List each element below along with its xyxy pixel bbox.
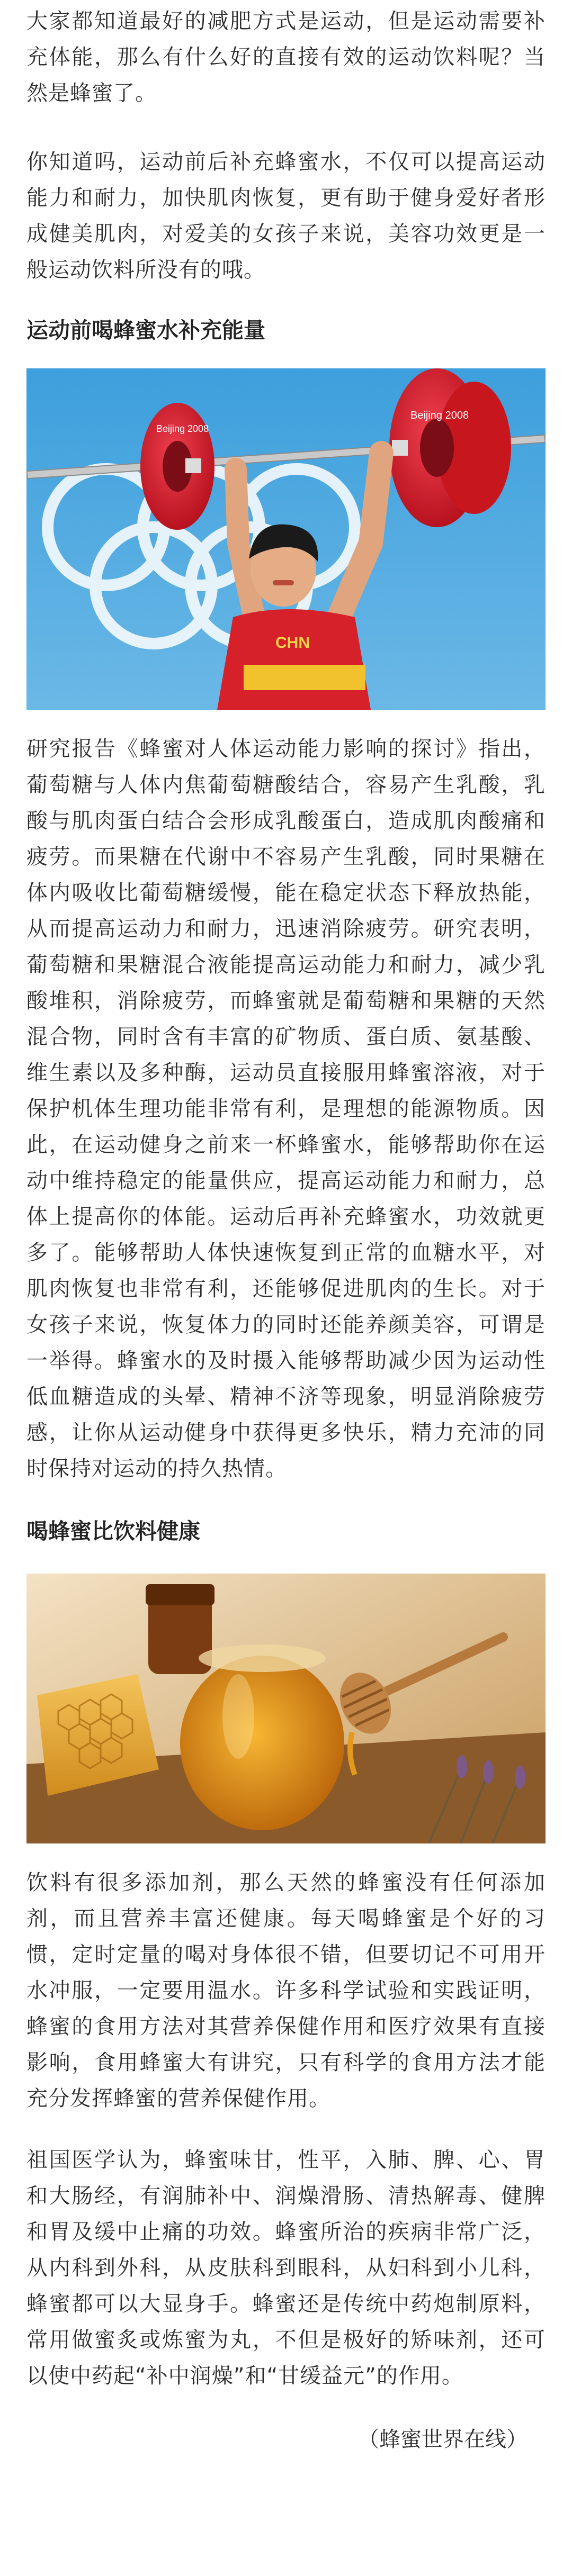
source-attribution: （蜂蜜世界在线）: [358, 2427, 528, 2452]
honey-illustration: [26, 1574, 546, 1843]
section-heading-healthy: 喝蜂蜜比饮料健康: [26, 1519, 200, 1544]
weightlifter-illustration: [26, 368, 546, 710]
plate-label-right: Beijing 2008: [410, 410, 469, 421]
section-1-body: 研究报告《蜂蜜对人体运动能力影响的探讨》指出，葡萄糖与人体内焦葡萄糖酸结合，容易产生乳酸，乳酸与肌肉蛋白结合会形成乳酸蛋白，造成肌肉酸痛和疲劳。而果糖在代谢中不容易产生乳酸，同时果糖在体内吸收比葡萄糖缓慢，能在稳定状态下释放热能，从而提高运动力和耐力，迅速消除疲劳。研究表明，葡萄糖和果糖混合液能提高运动能力和耐力，减少乳酸堆积，消除疲劳，而蜂蜜就是葡萄糖和果糖的天然混合物，同时含有丰富的矿物质、蛋白质、氨基酸、维生素以及多种酶，运动员直接服用蜂蜜溶液，对于保护机体生理功能非常有利，是理想的能源物质。因此，在运动健身之前来一杯蜂蜜水，能够帮助你在运动中维持稳定的能量供应，提高运动能力和耐力，总体上提高你的体能。运动后再补充蜂蜜水，功效就更多了。能够帮助人体快速恢复到正常的血糖水平，对肌肉恢复也非常有利，还能够促进肌肉的生长。对于女孩子来说，恢复体力的同时还能养颜美容，可谓是一举得。蜂蜜水的及时摄入能够帮助减少因为运动性低血糖造成的头晕、精神不济等现象，明显消除疲劳感，让你从运动健身中获得更多快乐，精力充沛的同时保持对运动的持久热情。: [26, 737, 546, 1481]
section-2-body-2: 祖国医学认为，蜂蜜味甘，性平，入肺、脾、心、胃和大肠经，有润肺补中、润燥滑肠、清热解毒、健脾和胃及缓中止痛的功效。蜂蜜所治的疾病非常广泛，从内科到外科，从皮肤科到眼科，从妇科到小儿科，蜂蜜都可以大显身手。蜂蜜还是传统中药炮制原料，常用做蜜炙或炼蜜为丸，不但是极好的矫味剂，还可以使中药起“补中润燥”和“甘缓益元”的作用。: [26, 2148, 546, 2388]
intro-paragraph-2: 你知道吗，运动前后补充蜂蜜水，不仅可以提高运动能力和耐力，加快肌肉恢复，更有助于健身爱好者形成健美肌肉，对爱美的女孩子来说，美容功效更是一般运动饮料所没有的哦。: [26, 150, 546, 282]
honey-photo: [26, 1574, 546, 1843]
section-heading-energy: 运动前喝蜂蜜水补充能量: [26, 318, 265, 343]
intro-paragraph-1: 大家都知道最好的减肥方式是运动，但是运动需要补充体能，那么有什么好的直接有效的运动饮料呢？当然是蜂蜜了。: [26, 9, 546, 105]
singlet-label: CHN: [275, 634, 310, 652]
section-2-body-1: 饮料有很多添加剂，那么天然的蜂蜜没有任何添加剂，而且营养丰富还健康。每天喝蜂蜜是个好的习惯，定时定量的喝对身体很不错，但要切记不可用开水冲服，一定要用温水。许多科学试验和实践证明，蜂蜜的食用方法对其营养保健作用和医疗效果有直接影响，食用蜂蜜大有讲究，只有科学的食用方法才能充分发挥蜂蜜的营养保健作用。: [26, 1870, 546, 2111]
weightlifter-photo: [26, 368, 546, 710]
plate-label-left: Beijing 2008: [156, 423, 209, 434]
